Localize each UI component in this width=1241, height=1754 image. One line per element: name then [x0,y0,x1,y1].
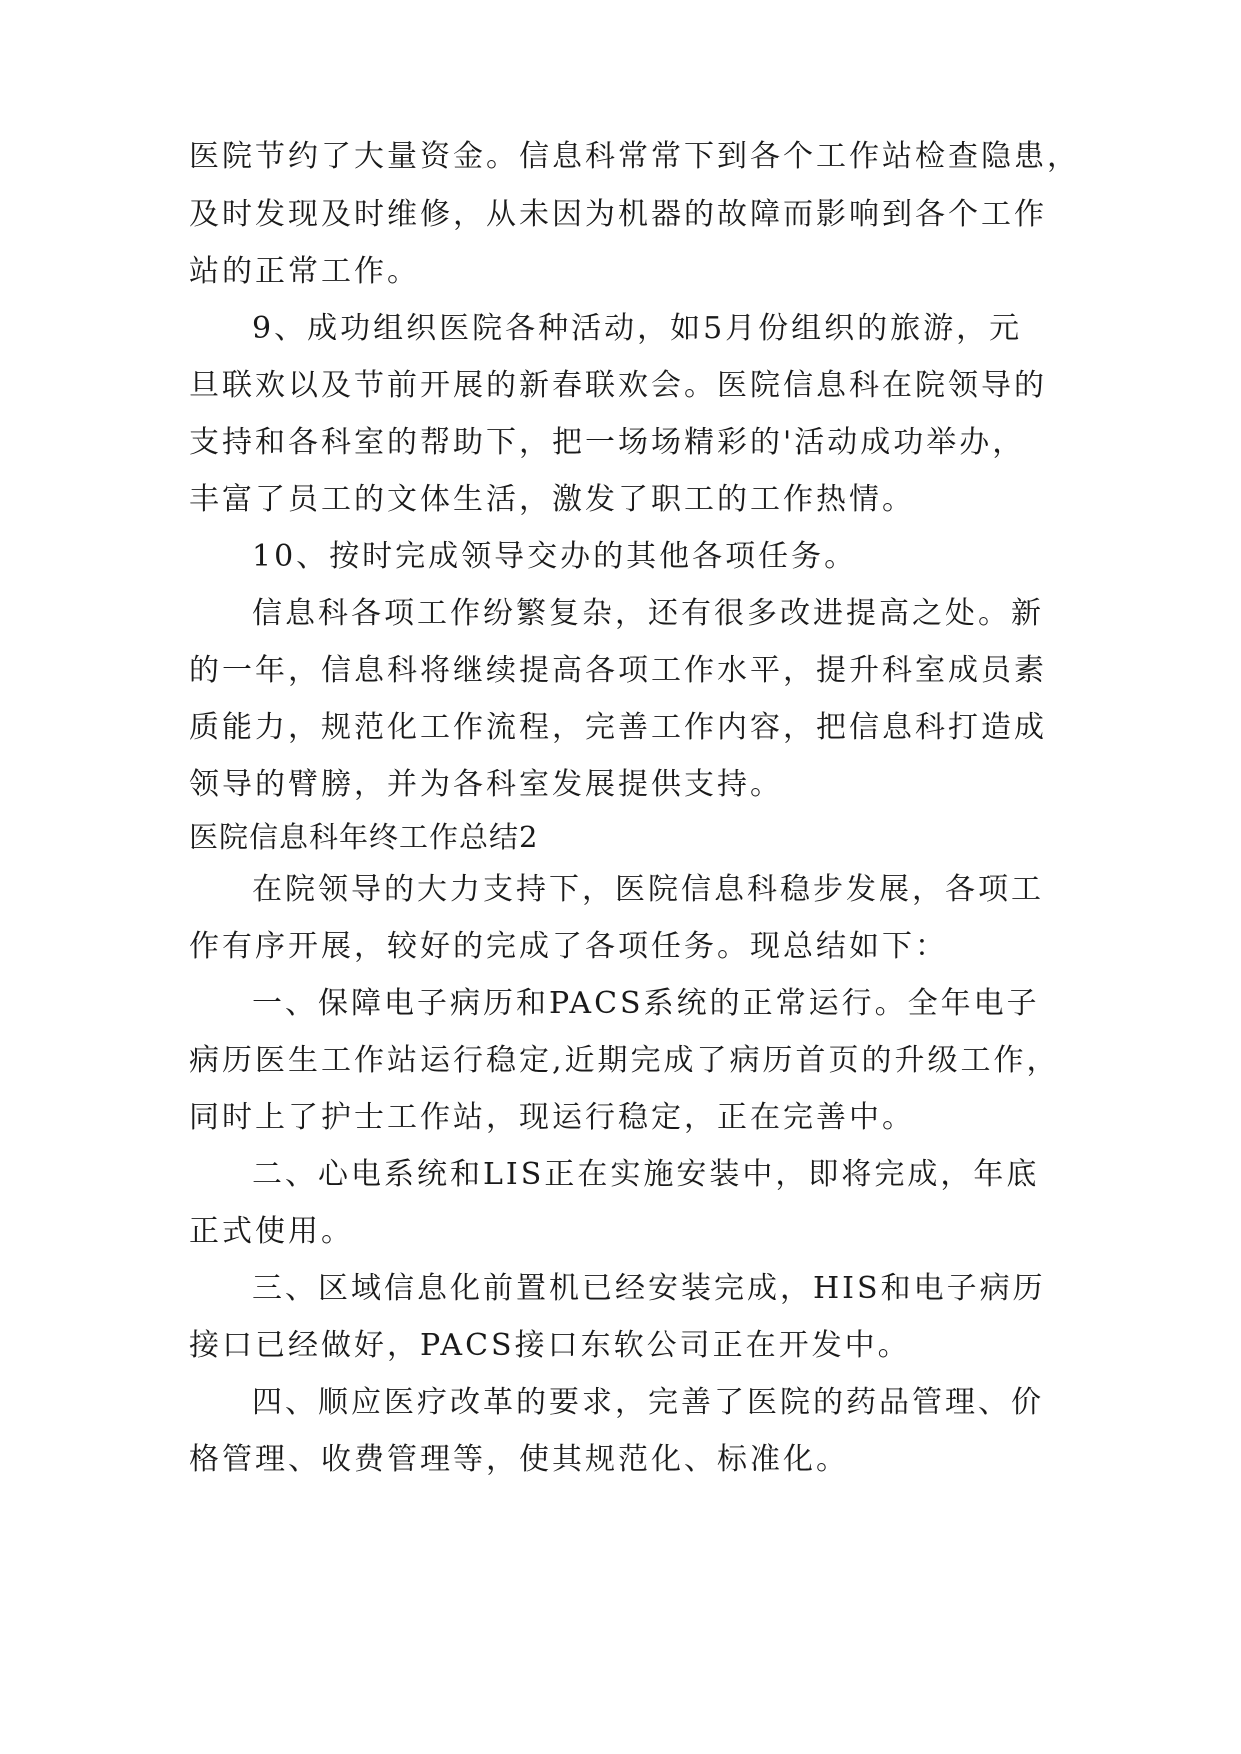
text-line: 正式使用。 [189,1214,354,1249]
text-line: 质能力，规范化工作流程，完善工作内容，把信息科打造成 [189,710,1047,745]
text-line: 同时上了护士工作站，现运行稳定，正在完善中。 [189,1100,915,1135]
paragraph-item-2: 二、心电系统和LIS正在实施安装中，即将完成，年底 [252,1157,1040,1192]
paragraph-item-4: 四、顺应医疗改革的要求，完善了医院的药品管理、价 [252,1385,1044,1420]
text-line: 医院节约了大量资金。信息科常常下到各个工作站检查隐患， [189,139,1080,174]
paragraph-intro: 在院领导的大力支持下，医院信息科稳步发展，各项工 [252,872,1044,907]
text-line: 作有序开展，较好的完成了各项任务。现总结如下： [189,929,948,964]
paragraph-item-10: 10、按时完成领导交办的其他各项任务。 [252,539,858,574]
section-heading: 医院信息科年终工作总结2 [189,820,539,854]
paragraph-item-9: 9、成功组织医院各种活动，如5月份组织的旅游，元 [252,311,1023,346]
text-line: 及时发现及时维修，从未因为机器的故障而影响到各个工作 [189,197,1047,232]
paragraph-item-1: 一、保障电子病历和PACS系统的正常运行。全年电子 [252,986,1040,1021]
text-line: 病历医生工作站运行稳定,近期完成了病历首页的升级工作， [189,1043,1060,1078]
text-line: 支持和各科室的帮助下，把一场场精彩的'活动成功举办， [189,425,1026,460]
text-line: 的一年，信息科将继续提高各项工作水平，提升科室成员素 [189,653,1047,688]
text-line: 站的正常工作。 [189,254,420,289]
paragraph-item-3: 三、区域信息化前置机已经安装完成，HIS和电子病历 [252,1271,1046,1306]
text-line: 接口已经做好，PACS接口东软公司正在开发中。 [189,1328,911,1363]
text-line: 领导的臂膀，并为各科室发展提供支持。 [189,767,783,802]
paragraph-summary: 信息科各项工作纷繁复杂，还有很多改进提高之处。新 [252,596,1044,631]
text-line: 丰富了员工的文体生活，激发了职工的工作热情。 [189,482,915,517]
text-line: 旦联欢以及节前开展的新春联欢会。医院信息科在院领导的 [189,368,1047,403]
text-line: 格管理、收费管理等，使其规范化、标准化。 [189,1442,849,1477]
